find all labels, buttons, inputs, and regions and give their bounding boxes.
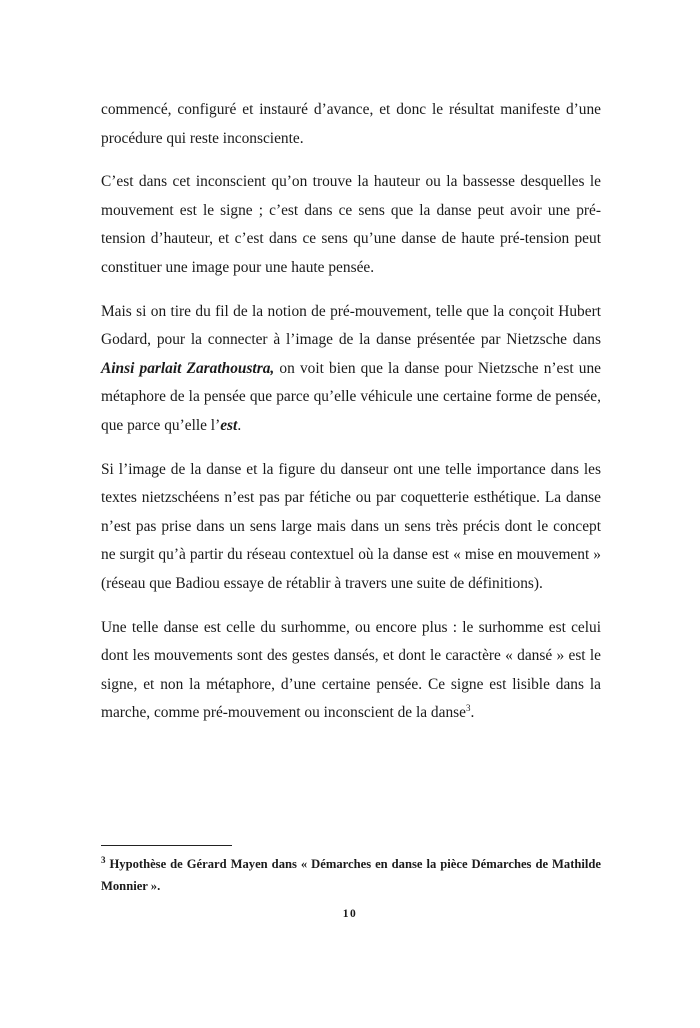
paragraph-3-text-c: . [237,416,242,434]
emphasis-est: est [220,416,238,434]
footnote-separator [101,845,232,846]
paragraph-5 [101,614,601,728]
footnote-number: 3 [101,854,106,865]
paragraph-3 [101,298,601,441]
paragraph-4 [101,456,601,599]
paragraph-5-text-b: . [470,704,475,722]
book-title: Ainsi parlait Zarathoustra, [101,359,275,377]
paragraph-4-text: Si l’image de la danse et la figure du danseur ont une telle importance dans les textes nietzschéens n’est pas par fétiche ou par coquetterie esthétique. La danse n’est pas prise dans un sens large mais dans un sens très précis dont le concept ne surgit qu’à partir du réseau contextuel où la danse est « mise en mouvement » (réseau que Badiou essaye de rétablir à travers une suite de définitions). [101,460,601,592]
paragraph-2 [101,168,601,282]
footnote-text: Hypothèse de Gérard Mayen dans « Démarches en danse la pièce Démarches de Mathilde Monnier ». [101,857,601,893]
paragraph-3-text-a: Mais si on tire du fil de la notion de pré-mouvement, telle que la conçoit Hubert Godard, pour la connecter à l’image de la danse présentée par Nietzsche dans [101,302,601,349]
paragraph-5-text-a: Une telle danse est celle du surhomme, ou encore plus : le surhomme est celui dont les mouvements sont des gestes dansés, et dont le caractère « dansé » est le signe, et non la métaphore, d’une certaine pensée. Ce signe est lisible dans la marche, comme pré-mouvement ou inconscient de la danse [101,618,601,722]
paragraph-1-text: commencé, configuré et instauré d’avance, et donc le résultat manifeste d’une procédure qui reste inconsciente. [101,101,601,147]
footnote-reference[interactable]: 3 [465,703,471,714]
paragraph-2-text: C’est dans cet inconscient qu’on trouve la hauteur ou la bassesse desquelles le mouvement est le signe ; c’est dans ce sens que la danse peut avoir une pré-tension d’hauteur, et c’est dans ce sens qu’une danse de haute pré-tension peut constituer une image pour une haute pensée. [101,173,601,276]
paragraph-3-text-b: on voit bien que la danse pour Nietzsche n’est une métaphore de la pensée que parce qu’elle véhicule une certaine forme de pensée, que parce qu’elle l’ [101,359,601,434]
body-text [101,96,601,728]
paragraph-1 [101,96,601,153]
page-number: 10 [342,908,358,920]
footnote [101,853,601,897]
